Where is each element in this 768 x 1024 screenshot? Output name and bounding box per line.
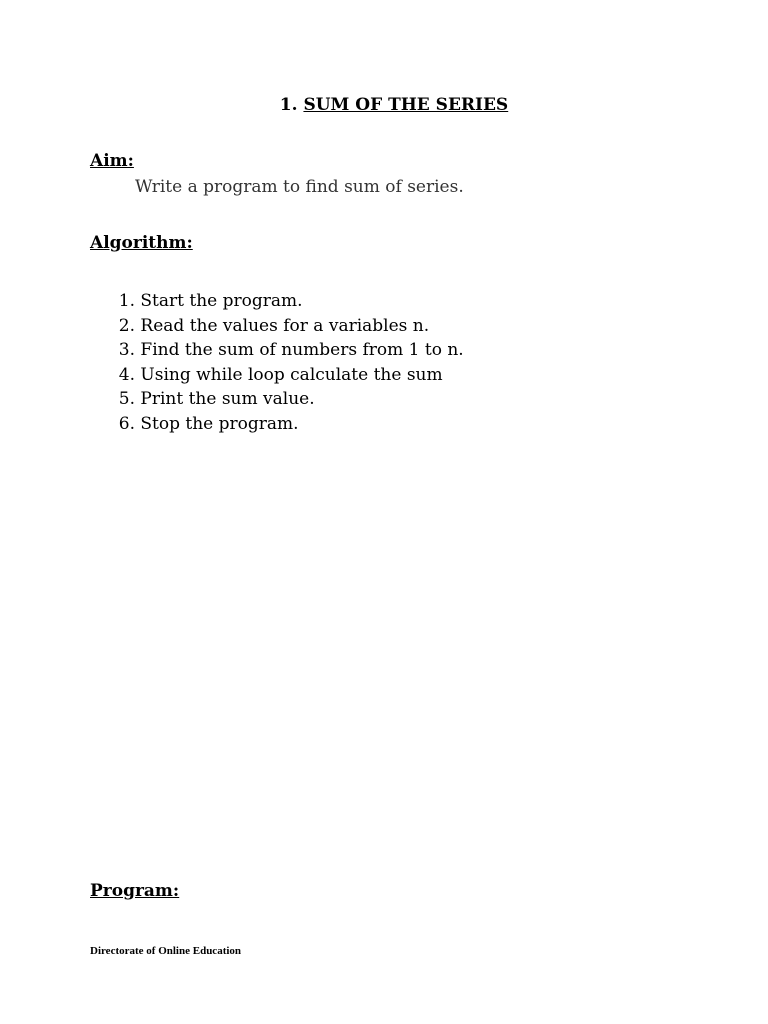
algorithm-step [108,314,464,339]
aim-text: Write a program to find sum of series. [135,177,464,197]
algorithm-step [108,363,464,388]
algorithm-heading: Algorithm: [90,233,193,253]
step-number: 2. [118,315,135,336]
algorithm-steps-list [108,289,464,436]
step-text: Read the values for a variables n. [140,315,430,336]
step-text: Stop the program. [140,413,299,434]
algorithm-step [108,412,464,437]
algorithm-step [108,289,464,314]
step-number: 1. [118,291,135,311]
aim-heading: Aim: [90,151,134,171]
algorithm-step [108,338,464,363]
step-text: Find the sum of numbers from 1 to n. [140,340,464,360]
algorithm-step [108,387,464,412]
step-number: 6. [118,413,135,434]
page-footer: Directorate of Online Education [90,945,242,957]
step-number: 4. [118,364,135,385]
program-heading: Program: [90,881,180,901]
page-title [0,95,768,115]
step-text: Using while loop calculate the sum [140,364,443,385]
title-text: SUM OF THE SERIES [303,95,509,115]
step-text: Print the sum value. [140,389,315,409]
step-number: 5. [118,389,135,409]
step-number: 3. [118,340,135,360]
title-number: 1. [279,95,298,115]
step-text: Start the program. [140,291,303,311]
